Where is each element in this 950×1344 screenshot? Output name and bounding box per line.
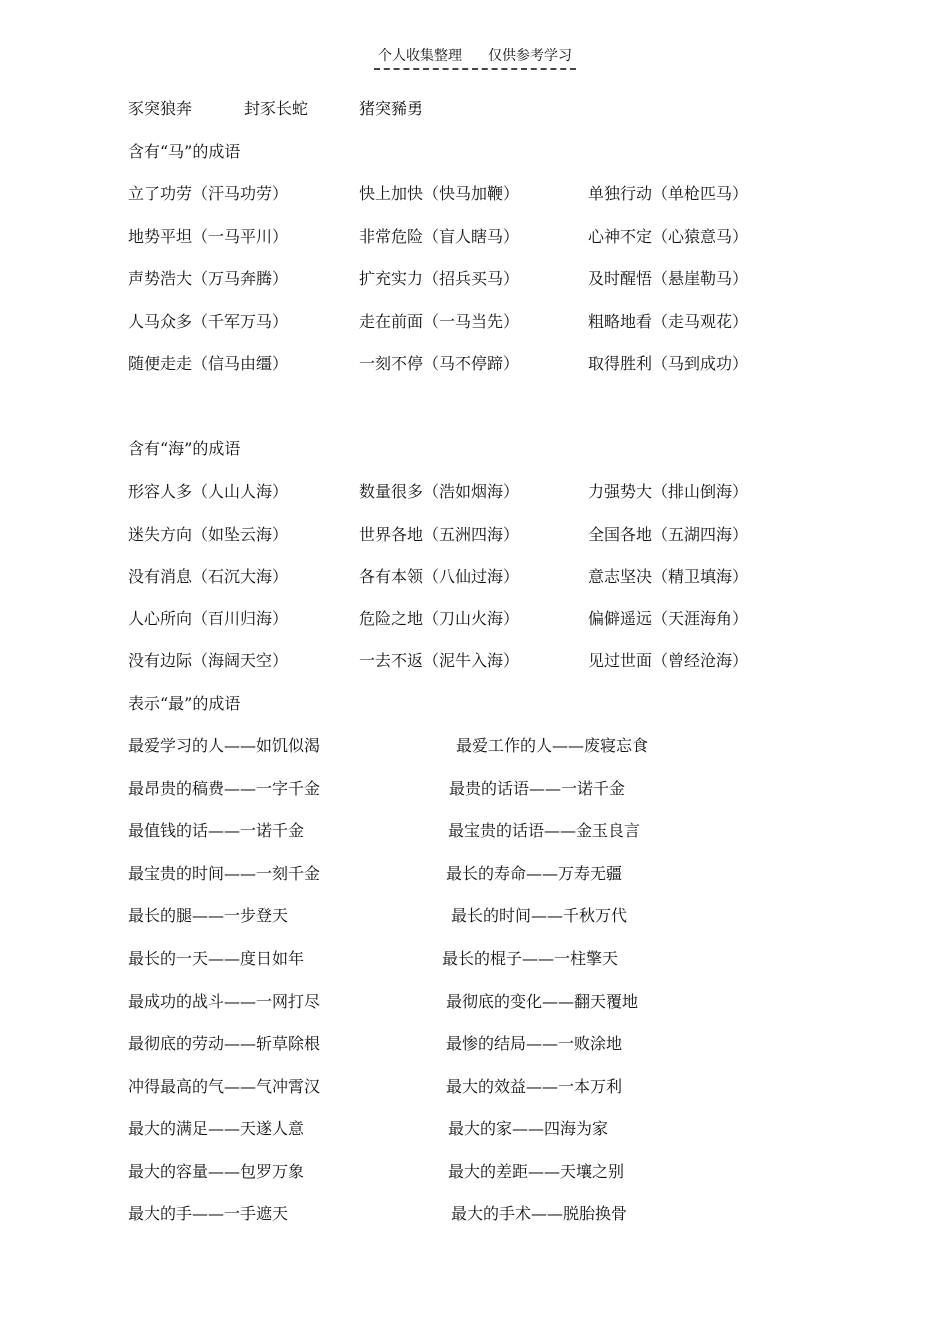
most-item: 最彻底的变化——翻天覆地 [446, 992, 639, 1011]
most-item: 最大的满足——天遂人意 [128, 1119, 305, 1138]
most-item: 最值钱的话——一诺千金 [128, 821, 305, 840]
sea-item: 一去不返（泥牛入海） [359, 651, 520, 670]
sea-section-title: 含有“海”的成语 [128, 439, 241, 458]
sea-item: 全国各地（五湖四海） [588, 525, 749, 544]
horse-item: 走在前面（一马当先） [359, 312, 520, 331]
most-item: 最宝贵的话语——金玉良言 [448, 821, 641, 840]
sea-item: 形容人多（人山人海） [128, 482, 289, 501]
header-left-text: 个人收集整理 [378, 48, 462, 64]
pig-idiom: 豕突狼奔 [128, 99, 193, 118]
most-section-title: 表示“最”的成语 [128, 694, 241, 713]
sea-item: 数量很多（浩如烟海） [359, 482, 520, 501]
most-item: 最长的寿命——万寿无疆 [446, 864, 623, 883]
horse-item: 取得胜利（马到成功） [588, 354, 749, 373]
most-item: 最贵的话语——一诺千金 [449, 779, 626, 798]
sea-item: 迷失方向（如坠云海） [128, 525, 289, 544]
most-item: 最长的一天——度日如年 [128, 949, 305, 968]
sea-item: 见过世面（曾经沧海） [588, 651, 749, 670]
horse-item: 扩充实力（招兵买马） [359, 269, 520, 288]
most-item: 最大的容量——包罗万象 [128, 1162, 305, 1181]
most-item: 最彻底的劳动——斩草除根 [128, 1034, 321, 1053]
most-item: 最爱工作的人——废寝忘食 [456, 736, 649, 755]
most-item: 最长的时间——千秋万代 [451, 906, 628, 925]
horse-item: 心神不定（心猿意马） [588, 227, 749, 246]
most-item: 最爱学习的人——如饥似渴 [128, 736, 321, 755]
sea-item: 危险之地（刀山火海） [359, 609, 520, 628]
most-item: 最大的手术——脱胎换骨 [451, 1204, 628, 1223]
horse-item: 声势浩大（万马奔腾） [128, 269, 289, 288]
most-item: 最长的腿——一步登天 [128, 906, 289, 925]
most-item: 最大的家——四海为家 [448, 1119, 609, 1138]
horse-item: 单独行动（单枪匹马） [588, 184, 749, 203]
sea-item: 力强势大（排山倒海） [588, 482, 749, 501]
horse-item: 随便走走（信马由缰） [128, 354, 289, 373]
most-item: 冲得最高的气——气冲霄汉 [128, 1077, 321, 1096]
horse-item: 非常危险（盲人瞎马） [359, 227, 520, 246]
pig-idiom: 封豕长蛇 [244, 99, 309, 118]
page-header-underline [374, 46, 576, 70]
horse-item: 立了功劳（汗马功劳） [128, 184, 289, 203]
sea-item: 世界各地（五洲四海） [359, 525, 520, 544]
most-item: 最惨的结局——一败涂地 [446, 1034, 623, 1053]
horse-item: 粗略地看（走马观花） [588, 312, 749, 331]
most-item: 最成功的战斗——一网打尽 [128, 992, 321, 1011]
most-item: 最昂贵的稿费——一字千金 [128, 779, 321, 798]
header-right-text: 仅供参考学习 [488, 48, 572, 64]
pig-idiom: 猪突豨勇 [359, 99, 424, 118]
horse-item: 人马众多（千军万马） [128, 312, 289, 331]
sea-item: 没有边际（海阔天空） [128, 651, 289, 670]
most-item: 最大的差距——天壤之别 [448, 1162, 625, 1181]
horse-item: 及时醒悟（悬崖勒马） [588, 269, 749, 288]
most-item: 最大的手——一手遮天 [128, 1204, 289, 1223]
sea-item: 没有消息（石沉大海） [128, 567, 289, 586]
sea-item: 各有本领（八仙过海） [359, 567, 520, 586]
horse-item: 地势平坦（一马平川） [128, 227, 289, 246]
most-item: 最大的效益——一本万利 [446, 1077, 623, 1096]
horse-item: 快上加快（快马加鞭） [359, 184, 520, 203]
most-item: 最宝贵的时间——一刻千金 [128, 864, 321, 883]
sea-item: 人心所向（百川归海） [128, 609, 289, 628]
most-item: 最长的棍子——一柱擎天 [442, 949, 619, 968]
horse-section-title: 含有“马”的成语 [128, 142, 241, 161]
page-header [0, 46, 950, 70]
sea-item: 偏僻遥远（天涯海角） [588, 609, 749, 628]
sea-item: 意志坚决（精卫填海） [588, 567, 749, 586]
horse-item: 一刻不停（马不停蹄） [359, 354, 520, 373]
